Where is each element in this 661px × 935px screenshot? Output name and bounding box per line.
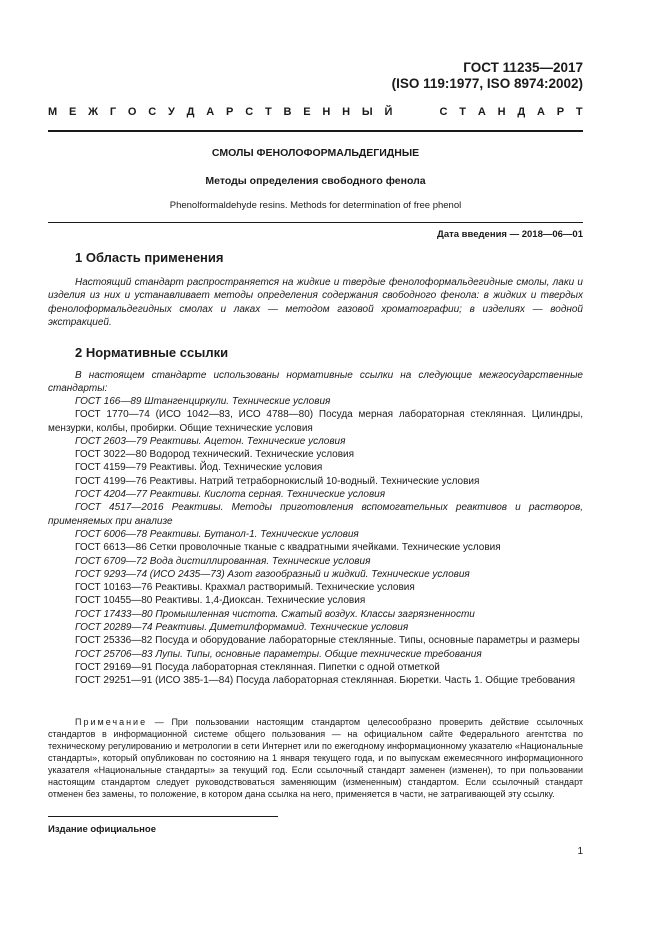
banner-letter: Г [109,106,117,118]
note-label: Примечание [75,717,148,727]
reference-item: ГОСТ 6006—78 Реактивы. Бутанол-1. Технические условия [75,528,359,540]
banner-letter: Н [322,106,331,118]
banner-letter: У [168,106,175,118]
standard-number-block [392,60,583,92]
banner-letter: Е [68,106,77,118]
english-title: Phenolformaldehyde resins. Methods for determination of free phenol [169,200,462,211]
introduction-date: Дата введения — 2018—06—01 [437,229,583,240]
reference-item: ГОСТ 20289—74 Реактивы. Диметилформамид. Технические условия [75,622,409,634]
section-2-intro: В настоящем стандарте использованы нормативные ссылки на следующие межгосударственные стандарты: [48,370,583,395]
reference-item: ГОСТ 9293—74 (ИСО 2435—73) Азот газообразный и жидкий. Технические условия [75,568,470,580]
interstate-standard-banner [48,106,583,118]
banner-letter: Й [384,106,393,118]
title-rule [48,222,583,223]
document-subtitle: Методы определения свободного фенола [205,175,426,187]
banner-letter: Д [517,106,526,118]
banner-letter: Н [342,106,351,118]
banner-letter: С [245,106,254,118]
reference-item: ГОСТ 17433—80 Промышленная чистота. Сжатый воздух. Классы загрязненности [75,608,475,620]
footer-rule [48,816,278,817]
note-text: — При пользовании настоящим стандартом целесообразно проверить действие ссылочных стандартов в информационной системе общего пользования — на официальном сайте Федерального агентства по техническому регулированию и метрологии в сети Интернет или по ежегодному информационному указателю «Национальные стандарты», который опубликован по состоянию на 1 января текущего года, и по выпускам ежемесячного информационного указателя «Национальные стандарты» за текущий год. Если ссылочный стандарт заменен (изменен), то при пользовании настоящим стандартом следует руководствоваться заменяющим (измененным) стандартом. Если ссылочный стандарт отменен без замены, то положение, в котором дана ссылка на него, применяется в части, не затрагивающей эту ссылку. [48,717,583,799]
reference-item: ГОСТ 10455—80 Реактивы. 1,4-Диоксан. Технические условия [75,595,366,607]
document-title: СМОЛЫ ФЕНОЛОФОРМАЛЬДЕГИДНЫЕ [211,147,420,159]
banner-letter: А [536,106,545,118]
banner-letter: Ы [361,106,373,118]
reference-item: ГОСТ 6613—86 Сетки проволочные тканые с квадратными ячейками. Технические условия [75,542,501,554]
page-number: 1 [577,846,583,857]
banner-letter: М [48,106,58,118]
reference-item: ГОСТ 29251—91 (ИСО 385-1—84) Посуда лабораторная стеклянная. Бюретки. Часть 1. Общие требования [75,675,576,687]
iso-references: (ISO 119:1977, ISO 8974:2002) [391,76,583,91]
banner-letter: С [148,106,157,118]
banner-letter: О [127,106,137,118]
reference-item: ГОСТ 2603—79 Реактивы. Ацетон. Технические условия [75,435,346,447]
reference-item: ГОСТ 4199—76 Реактивы. Натрий тетраборнокислый 10-водный. Технические условия [75,475,480,487]
reference-item: ГОСТ 29169—91 Посуда лабораторная стеклянная. Пипетки с одной отметкой [75,661,440,673]
banner-letter: Т [459,106,467,118]
normative-references-list [48,395,583,688]
section-1-heading: 1 Область применения [75,250,224,265]
reference-item: ГОСТ 6709—72 Вода дистиллированная. Технические условия [75,555,371,567]
reference-item: ГОСТ 1770—74 (ИСО 1042—83, ИСО 4788—80) Посуда мерная лабораторная стеклянная. Цилиндры, мензурки, колбы, пробирки. Общие технические условия [48,409,583,434]
standard-number: ГОСТ 11235—2017 [463,60,583,75]
edition-label: Издание официальное [48,824,156,835]
reference-item: ГОСТ 4517—2016 Реактивы. Методы приготовления вспомогательных реактивов и растворов, применяемых при анализе [48,502,583,527]
reference-item: ГОСТ 4204—77 Реактивы. Кислота серная. Технические условия [75,489,386,501]
reference-item: ГОСТ 10163—76 Реактивы. Крахмал растворимый. Технические условия [75,582,415,594]
banner-letter: С [439,106,448,118]
banner-letter: А [206,106,215,118]
section-1-text: Настоящий стандарт распространяется на жидкие и твердые фенолоформальдегидные смолы, лаки и изделия из них и устанавливает методы определения содержания свободного фенола: в жидких и твердых фенолоформальдегидных смолах и лаках — методом газовой хроматографии; в изделиях — водной экстракцией. [48,277,583,328]
banner-letter: Ж [88,106,99,118]
banner-letter: Д [186,106,195,118]
reference-item: ГОСТ 166—89 Штангенциркули. Технические условия [75,396,331,407]
banner-letter: А [477,106,486,118]
banner-letter: Е [303,106,311,118]
banner-letter: В [283,106,292,118]
reference-item: ГОСТ 25706—83 Лупы. Типы, основные параметры. Общие технические требования [75,648,482,660]
reference-item: ГОСТ 25336—82 Посуда и оборудование лабораторные стеклянные. Типы, основные параметры и размеры [75,635,580,647]
reference-item: ГОСТ 4159—79 Реактивы. Йод. Технические условия [75,462,323,474]
banner-letter: Т [264,106,272,118]
reference-item: ГОСТ 3022—80 Водород технический. Технические условия [75,449,355,461]
banner-letter: Н [497,106,506,118]
banner-letter: Т [575,106,583,118]
note-paragraph [48,716,583,800]
banner-letter: Р [226,106,234,118]
header-rule [48,130,583,132]
banner-letter: Р [556,106,565,118]
section-2-heading: 2 Нормативные ссылки [75,345,229,360]
